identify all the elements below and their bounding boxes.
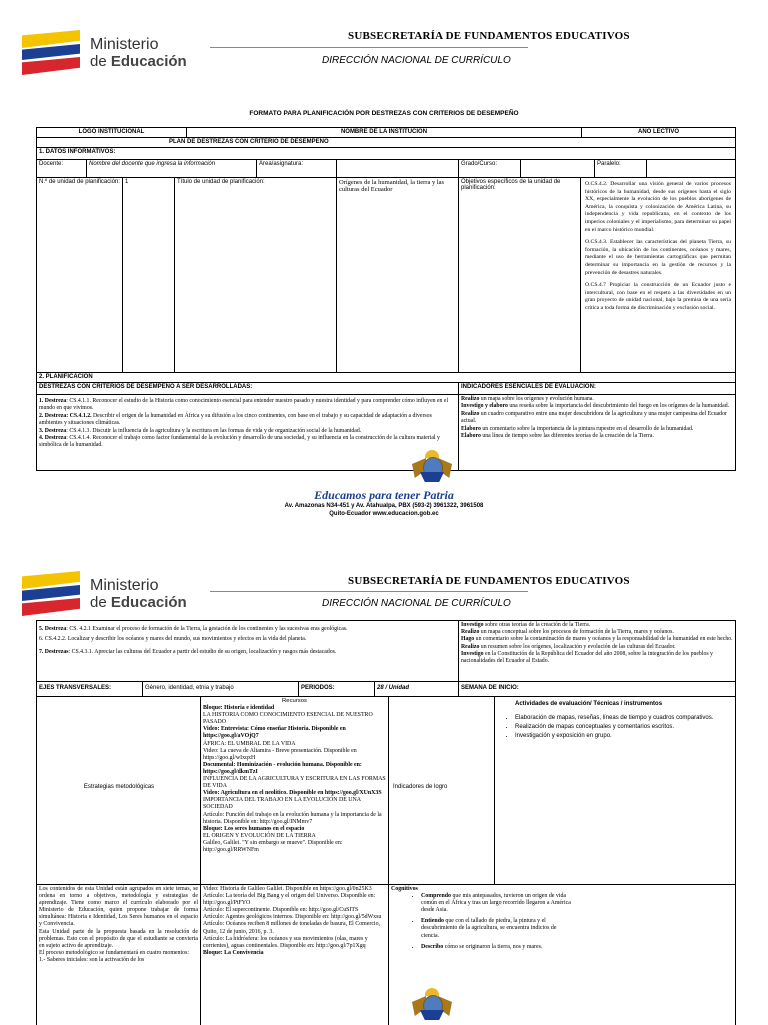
recursos-list (203, 886, 386, 957)
indicador-item: Realizo un mapa sobre los orígenes y evolución humana. (461, 396, 594, 402)
page-2 (0, 548, 768, 1024)
unidad-label: N.º de unidad de planificación: (37, 178, 123, 372)
subsecretaria-title: SUBSECRETARÍA DE FUNDAMENTOS EDUCATIVOS (348, 575, 630, 587)
table-row (37, 373, 735, 383)
cognitivo-item: • Comprendo que mis antepasados, tuvieron un origen de vida común en el África y tras un largo recorrido llegaron a América desde Asia. (421, 893, 571, 914)
indicadores-logro-cell (389, 697, 495, 884)
grado-field[interactable] (521, 160, 595, 177)
indicador-item: Realizo un cuadro comparativo entre una mujer descubridora de la agricultura y una mujer campesina del Ecuador actual. (461, 410, 727, 425)
slogan: Educamos para tener Patria (314, 488, 454, 502)
destreza-item: 1. Destreza: CS.4.1.1. Reconocer el estudio de la Historia como conocimiento esencial para entender nuestro pasado y nuestra identidad y para comprender cómo influyen en el mundo en que vivimos. (39, 398, 449, 412)
cognitivo-item: • Describo cómo se originaron la tierra, nos y mares. (421, 944, 571, 951)
recurso-line: Bloque: La Convivencia (203, 949, 264, 956)
destreza-item: 6. CS.4.2.2. Localizar y describir los océanos y mares del mundo, sus movimientos y efectos en la vida del planeta. (39, 636, 307, 643)
logo-line2: de Educación (90, 594, 187, 611)
indicador-item: Realizo un resumen sobre los orígenes, localización y evolución de las culturas del Ecuador. (461, 643, 676, 650)
docente-field[interactable]: Nombre del docente que ingresa la información (87, 160, 257, 177)
area-label: Área/asignatura: (257, 160, 337, 177)
estrategias-cell (37, 697, 201, 884)
indicadores-list (459, 621, 735, 681)
logo-institucional-label: LOGO INSTITUCIONAL (37, 128, 187, 137)
flag-swoosh-icon (22, 571, 80, 617)
anio-lectivo-label: AÑO LECTIVO (637, 129, 679, 135)
table-row (37, 178, 735, 373)
unidad-value: 1 (123, 178, 175, 372)
ministerio-logo (22, 571, 187, 617)
cognitivos-label: Cognitivos (391, 886, 418, 892)
periodos-label: PERIODOS: (299, 682, 375, 696)
indicador-item: Elaboro una línea de tiempo sobre las diferentes teorías de la creación de la Tierra. (461, 433, 654, 440)
recurso-line[interactable]: Artículo: Agentes geológicos internos. Disponible en: http://goo.gl/5dWxsu (203, 914, 382, 921)
destreza-item: 5. Destreza: CS. 4.2.1 Examinar el proceso de formación de la Tierra, la gestación de los continentes y las sucesivas eras geológicas. (39, 626, 348, 632)
indicador-item: Hago un comentario sobre la contaminación de mares y océanos y la responsabilidad de la humanidad en este hecho. (461, 636, 733, 643)
recurso-line: Bloque: Historia e identidad (203, 705, 275, 712)
indicador-item: Investigo y elaboro una reseña sobre la importancia del descubrimiento del fuego en los orígenes de la humanidad. (461, 403, 730, 410)
header-divider (210, 591, 528, 592)
coat-of-arms-icon (412, 450, 452, 486)
plan-title: PLAN DE DESTREZAS CON CRITERIO DE DESEMPEÑO (169, 139, 329, 145)
objetivos-list (581, 178, 735, 372)
destrezas-list (37, 621, 459, 681)
table-row (37, 621, 735, 682)
objetivo-item: O.CS.4.7 Propiciar la construcción de un Ecuador justo e intercultural, con base en el respeto a las diversidades en un gran proyecto de unidad nacional, bajo la premisa de una sería crítica a toda forma de discriminación y exclusión social. (585, 282, 731, 311)
recurso-line[interactable]: Artículo: La teoría del Big Bang y el origen del Universo. Disponible en: http://goo.gl/PtFYO (203, 893, 376, 907)
destreza-item: 4. Destreza: CS.4.1.4. Reconocer el trabajo como factor fundamental de la evolución y desarrollo de una sociedad, y su influencia en la construcción de la cultura material y simbólica de la humanidad. (39, 435, 440, 449)
actividades-cell (495, 697, 735, 884)
objetivos-label: Objetivos específicos de la unidad de planificación: (459, 178, 581, 372)
direccion-title: DIRECCIÓN NACIONAL DE CURRÍCULO (322, 55, 511, 66)
flag-swoosh-icon (22, 30, 80, 76)
recurso-line[interactable]: Galileo, Galilei. "Y sin embargo se mueve". Disponible en: http://goo.gl/RRWNFm (203, 839, 343, 853)
address-line1: Av. Amazonas N34-451 y Av. Atahualpa, PBX (593-2) 3961322, 3961508 (284, 503, 484, 509)
recurso-line: Bloque: Los seres humanos en el espacio (203, 825, 305, 832)
table-row (37, 885, 735, 1025)
table-row (37, 128, 735, 138)
recurso-line[interactable]: Video: Agricultura en el neolítico. Disponible en https://goo.gl/XUnX3S (203, 790, 382, 797)
actividades-list (501, 715, 729, 739)
table-row (37, 682, 735, 697)
destreza-item: 7. Destrezas: CS.4.3.1. Apreciar las culturas del Ecuador a partir del estudio de su origen, localización y rasgos más destacados. (39, 648, 337, 655)
titulo-label: Título de unidad de planificación: (175, 178, 337, 372)
subsecretaria-title: SUBSECRETARÍA DE FUNDAMENTOS EDUCATIVOS (348, 30, 630, 42)
recurso-line[interactable]: Artículo: El supercontinente. Disponible en: http://goo.gl/CuSITS (203, 907, 359, 914)
indicador-item: Investigo en la Constitución de la República del Ecuador del año 2008, sobre la integración de los pueblos y nacionalidades del Ecuador al Estado. (461, 650, 713, 665)
indicador-item: Realizo un mapa conceptual sobre los procesos de formación de la Tierra, mares y océanos. (461, 629, 674, 636)
ejes-value: Género, identidad, etnia y trabajo (143, 682, 299, 696)
recursos-label: Recursos (282, 698, 307, 704)
recurso-line[interactable]: Artículo: La hidrósfera: los océanos y sus movimientos (olas, mares y corrientes), aguas continentales. Disponible en: http://goo.gl/7p1Xgq (203, 935, 368, 949)
actividades-title: Actividades de evaluación/ Técnicas / instrumentos (515, 701, 663, 707)
titulo-value: Orígenes de la humanidad, la tierra y las culturas del Ecuador (337, 178, 459, 372)
recurso-line: EL ORIGEN Y EVOLUCIÓN DE LA TIERRA (203, 832, 316, 839)
destrezas-header: DESTREZAS CON CRITERIOS DE DESEMPEÑO A SER DESARROLLADAS: (37, 383, 459, 394)
institucion-label: NOMBRE DE LA INSTITUCIÓN (187, 128, 582, 137)
table-row (37, 148, 735, 160)
grado-label: Grado/Curso: (459, 160, 521, 177)
indicadores-header: INDICADORES ESENCIALES DE EVALUACIÓN: (461, 384, 596, 390)
indicador-item: Elaboro un comentario sobre la importancia de la pintura rupestre en el desarrollo de la humanidad. (461, 425, 694, 432)
address-line2: Quito-Ecuador www.educacion.gob.ec (329, 511, 439, 517)
recursos-cell (201, 885, 389, 1025)
planificacion-label: 2. PLANIFICACIÓN (39, 374, 93, 380)
direccion-title: DIRECCIÓN NACIONAL DE CURRÍCULO (322, 598, 511, 609)
recursos-list (203, 705, 386, 854)
semana-label: SEMANA DE INICIO: (461, 685, 519, 691)
recurso-line[interactable]: Video: La cueva de Altamira - Breve presentación. Disponible en https://goo.gl/wIxqxH (203, 747, 357, 761)
ejes-label: EJES TRANSVERSALES: (37, 682, 143, 696)
destreza-item: 3. Destreza: CS.4.1.3. Discutir la influencia de la agricultura y la escritura en las formas de vida y de organización social de la humanidad. (39, 427, 362, 434)
contenidos-cell (37, 885, 201, 1025)
indicadores-logro-label: Indicadores de logro (393, 784, 448, 790)
table-row (37, 697, 735, 885)
indicador-item: Investigo sobre otras teorías de la creación de la Tierra. (461, 622, 591, 628)
paralelo-field[interactable] (647, 160, 735, 177)
table-row (37, 138, 735, 148)
destrezas-list (37, 395, 459, 470)
actividad-item: • Investigación y exposición en grupo. (515, 733, 729, 739)
contenidos-text: El proceso metodológico se fundamentará en cuatro momentos: (39, 949, 190, 956)
indicadores-list (459, 395, 735, 470)
recurso-line: LA HISTORIA COMO CONOCIMIENTO ESENCIAL DE NUESTRO PASADO (203, 712, 373, 726)
coat-of-arms-icon (412, 988, 452, 1024)
contenidos-text: 1.- Saberes iniciales: son la activación de los (39, 956, 145, 963)
table-row (37, 383, 735, 395)
recurso-line: INFLUENCIA DE LA AGRICULTURA Y ESCRITURA EN LAS FORMAS DE VIDA (203, 776, 386, 790)
recurso-line[interactable]: Artículo: Función del trabajo en la evolución humana y la importancia de la historia. Disponible en: http://goo.gl/INMmv7 (203, 811, 382, 825)
objetivo-item: O.CS.4.3. Establecer las características del planeta Tierra, su formación, la ubicación de los continentes, océanos y mares, mediante el uso de herramientas cartográficas que permitan determinar su importancia en la gestión de recursos y la prevención de desastres naturales. (585, 239, 731, 276)
estrategias-label: Estrategias metodológicas (83, 784, 155, 790)
destreza-item: 2. Destreza: CS.4.1.2. Describir el origen de la humanidad en África y su difusión a los cinco continentes, con base en el trabajo y su capacidad de adaptación a diversos ambientes y situaciones climáticas. (39, 412, 432, 427)
logo-line2: de Educación (90, 53, 187, 70)
contenidos-text: Los contenidos de esta Unidad están agrupados en siete temas, se ordena en torno a objetivos, metodología y estrategias de aprendizaje. Tiene como marco el currículo elaborado por el Ministerio de Educación, quien propone trabajar de forma simultánea: Historia e Identidad, Los Seres humanos en el espacio y Convivencia. (39, 886, 198, 928)
recursos-cell (201, 697, 389, 884)
logo-line1: Ministerio (90, 577, 159, 594)
logo-line1: Ministerio (90, 36, 159, 53)
recurso-line: IMPORTANCIA DEL TRABAJO EN LA EVOLUCIÓN DE UNA SOCIEDAD (203, 797, 361, 811)
table-row (37, 395, 735, 470)
planning-table-continued (36, 620, 736, 1025)
objetivo-item: O.CS.4.2. Desarrollar una visión general de varios procesos históricos de la humanidad, desde sus orígenes hasta el siglo XX, especialmente la evolución de los pueblos aborígenes de América, la conquista y colonización de América Latina, su independencia y vida republicana, en el contexto de los imperios coloniales y el imperialismo, para determinar su papel en el marco histórico mundial. (585, 181, 731, 233)
cognitivos-list (391, 893, 571, 951)
header-divider (210, 47, 528, 48)
periodos-value: 28 / Unidad (375, 682, 459, 696)
table-row (37, 160, 735, 178)
format-title: FORMATO PARA PLANIFICACIÓN POR DESTREZAS CON CRITERIOS DE DESEMPEÑO (249, 110, 519, 117)
area-field[interactable] (337, 160, 459, 177)
paralelo-label: Paralelo: (595, 160, 647, 177)
actividad-item: • Elaboración de mapas, reseñas, líneas de tiempo y cuadros comparativos. (515, 715, 729, 721)
recurso-line[interactable]: Documental: Hominización - evolución humana. Disponible en: https://goo.gl/dkmTzI (203, 761, 362, 775)
docente-label: Docente: (37, 160, 87, 177)
datos-informativos-label: 1. DATOS INFORMATIVOS: (39, 149, 116, 155)
recurso-line[interactable]: Video: Entrevista: Cómo enseñar Historia. Disponible en https://goo.gl/aVOjQ7 (203, 726, 346, 740)
recurso-line: ÁFRICA: EL UMBRAL DE LA VIDA (203, 740, 296, 747)
ministerio-logo (22, 30, 187, 76)
contenidos-text: Esta Unidad parte de la propuesta basada en la resolución de problemas. Esto con el propósito de que el estudiante se convierta en sujeto activo de aprendizaje. (39, 928, 198, 949)
recurso-line[interactable]: Video: Historia de Galileo Galilei. Disponible en https://goo.gl/0n25K3 (203, 886, 372, 892)
recurso-line: Artículo: Océanos reciben 8 millones de toneladas de basura, El Comercio, Quito, 12 de junio, 2016, p. 3. (203, 921, 380, 935)
cognitivo-item: • Entiendo que con el tallado de piedra, la pintura y el descubrimiento de la agricultura, se encuentra indicios de ciencia. (421, 918, 571, 939)
actividad-item: • Realización de mapas conceptuales y comentarios escritos. (515, 724, 729, 730)
planning-table (36, 127, 736, 471)
